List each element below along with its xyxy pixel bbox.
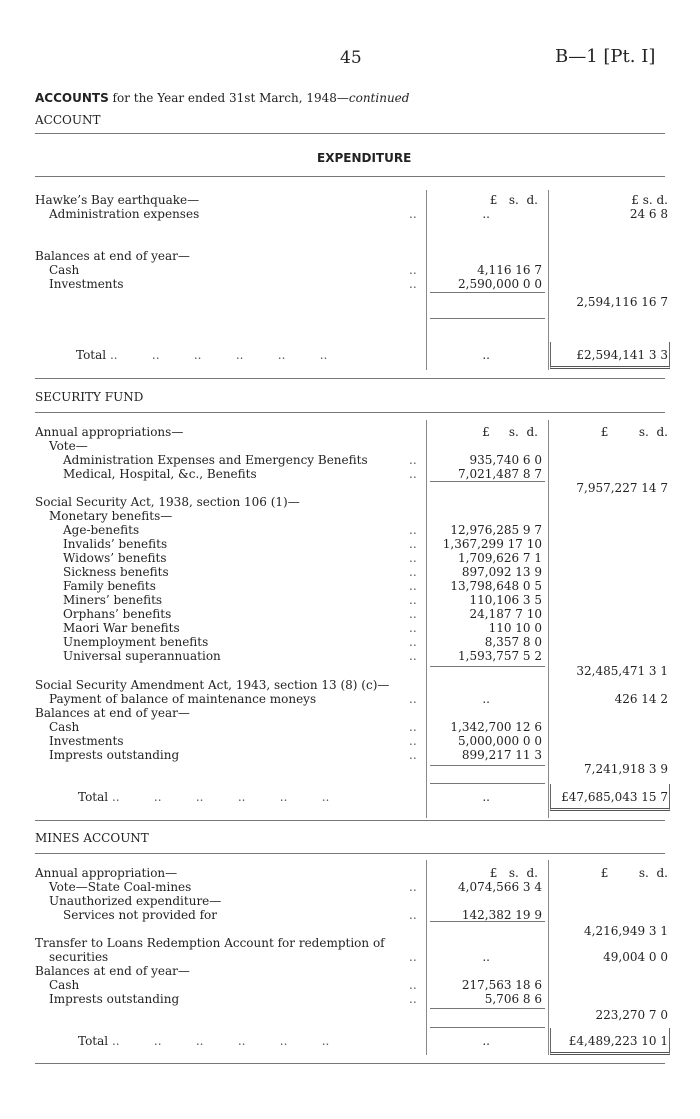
leader-dots: .. (409, 565, 417, 579)
currency-head-outer: £ s. d. (600, 425, 668, 439)
grand-total: £2,594,141 3 3 (576, 348, 668, 362)
line-item-label: Hawke’s Bay earthquake— (35, 193, 200, 207)
grand-total: £47,685,043 15 7 (561, 790, 668, 804)
line-item-label: Social Security Act, 1938, section 106 (1)— (35, 495, 300, 509)
total-label: Total .. .. .. .. .. .. (78, 1034, 330, 1048)
leader-dots: .. (409, 551, 417, 565)
line-item-label: Cash (49, 978, 80, 992)
line-item-label: Administration Expenses and Emergency Benefits (63, 453, 368, 467)
total-inner: .. (482, 348, 490, 362)
line-item-label: Investments (49, 277, 124, 291)
line-item-label: Maori War benefits (63, 621, 180, 635)
subtotal-rule (430, 481, 545, 482)
line-item-label: Services not provided for (63, 908, 218, 922)
subtotal-vote: 7,957,227 14 7 (576, 481, 668, 495)
line-item-label: Balances at end of year— (35, 249, 190, 263)
line-item-amount: 5,000,000 0 0 (458, 734, 542, 748)
rule (430, 318, 545, 319)
leader-dots: .. (409, 880, 417, 894)
total-label: Total .. .. .. .. .. .. (78, 790, 330, 804)
leader-dots: .. (409, 734, 417, 748)
accounts-heading (35, 91, 409, 105)
leader-dots: .. (409, 720, 417, 734)
line-item-amount: .. (482, 950, 490, 964)
currency-head-inner: £ s. d. (482, 425, 538, 439)
accounts-bold: ACCOUNTS (35, 91, 109, 105)
line-item-label: Sickness benefits (63, 565, 169, 579)
rule (35, 1063, 665, 1064)
line-item-amount: 897,092 13 9 (461, 565, 542, 579)
line-item-amount: .. (482, 207, 490, 221)
line-item-label: Monetary benefits— (49, 509, 173, 523)
subtotal-value: 2,594,116 16 7 (576, 295, 668, 309)
column-divider (426, 420, 427, 818)
line-item-label: Payment of balance of maintenance moneys (49, 692, 317, 706)
line-item-label: securities (49, 950, 109, 964)
line-item-label: Orphans’ benefits (63, 607, 172, 621)
line-item-amount: 7,021,487 8 7 (458, 467, 542, 481)
column-divider (548, 190, 549, 370)
line-item-amount: 1,593,757 5 2 (458, 649, 542, 663)
leader-dots: .. (409, 950, 417, 964)
line-item-amount: 110 10 0 (488, 621, 542, 635)
line-item-label: Imprests outstanding (49, 748, 180, 762)
column-divider (548, 860, 549, 1055)
line-item-label: Unemployment benefits (63, 635, 209, 649)
leader-dots: .. (409, 621, 417, 635)
leader-dots: .. (409, 992, 417, 1006)
currency-head-inner: £ s. d. (489, 866, 538, 880)
subtotal-balances: 7,241,918 3 9 (584, 762, 668, 776)
line-item-label: Invalids’ benefits (63, 537, 168, 551)
column-divider (426, 860, 427, 1055)
currency-head-outer: £ s. d. (631, 193, 668, 207)
rule (35, 133, 665, 134)
currency-head-outer: £ s. d. (600, 866, 668, 880)
line-item-label: Cash (49, 263, 80, 277)
line-item-label: Balances at end of year— (35, 964, 190, 978)
line-item-total: 49,004 0 0 (603, 950, 668, 964)
leader-dots: .. (409, 607, 417, 621)
subtotal-balances: 223,270 7 0 (595, 1008, 668, 1022)
rule (35, 853, 665, 854)
line-item-amount: 935,740 6 0 (469, 453, 542, 467)
subtotal-rule (430, 1008, 545, 1009)
line-item-total: 24 6 8 (629, 207, 668, 221)
line-item-label: Medical, Hospital, &c., Benefits (63, 467, 257, 481)
line-item-label: Investments (49, 734, 124, 748)
line-item-amount: 4,116 16 7 (477, 263, 542, 277)
rule (430, 783, 545, 784)
column-divider (548, 420, 549, 818)
leader-dots: .. (409, 635, 417, 649)
subtotal-rule (430, 292, 545, 293)
leader-dots: .. (409, 467, 417, 481)
continued-label: continued (348, 91, 410, 105)
leader-dots: .. (409, 908, 417, 922)
leader-dots: .. (409, 207, 417, 221)
expenditure-heading: EXPENDITURE (317, 151, 412, 165)
rule (35, 378, 665, 379)
line-item-amount: 12,976,285 9 7 (450, 523, 542, 537)
line-item-amount: 110,106 3 5 (469, 593, 542, 607)
line-item-label: Annual appropriations— (35, 425, 184, 439)
leader-dots: .. (409, 579, 417, 593)
line-item-label: Transfer to Loans Redemption Account for redemption of (35, 936, 385, 950)
line-item-amount: 8,357 8 0 (484, 635, 542, 649)
column-divider (426, 190, 427, 370)
subtotal-vote: 4,216,949 3 1 (584, 924, 668, 938)
part-reference: B—1 [Pt. I] (555, 46, 656, 67)
line-item-label: Cash (49, 720, 80, 734)
line-item-amount: 899,217 11 3 (461, 748, 542, 762)
leader-dots: .. (409, 649, 417, 663)
line-item-label: Family benefits (63, 579, 156, 593)
rule (35, 176, 665, 177)
grand-total: £4,489,223 10 1 (568, 1034, 668, 1048)
line-item-amount: 13,798,648 0 5 (450, 579, 542, 593)
account-label: ACCOUNT (35, 113, 101, 127)
subtotal-rule (430, 765, 545, 766)
leader-dots: .. (409, 593, 417, 607)
rule (35, 412, 665, 413)
total-label: Total .. .. .. .. .. .. (76, 348, 328, 362)
line-item-label: Annual appropriation— (35, 866, 178, 880)
leader-dots: .. (409, 978, 417, 992)
leader-dots: .. (409, 263, 417, 277)
line-item-label: Universal superannuation (63, 649, 221, 663)
subtotal-benefits: 32,485,471 3 1 (576, 664, 668, 678)
line-item-amount: 2,590,000 0 0 (458, 277, 542, 291)
rule (35, 820, 665, 821)
page-number: 45 (340, 48, 362, 68)
line-item-label: Vote— (49, 439, 88, 453)
total-inner: .. (482, 790, 490, 804)
currency-head-inner: £ s. d. (489, 193, 538, 207)
section-title: SECURITY FUND (35, 390, 144, 404)
line-item-amount: 1,367,299 17 10 (442, 537, 542, 551)
line-item-amount: 5,706 8 6 (484, 992, 542, 1006)
leader-dots: .. (409, 453, 417, 467)
line-item-label: Balances at end of year— (35, 706, 190, 720)
line-item-amount: 1,709,626 7 1 (458, 551, 542, 565)
line-item-amount: 4,074,566 3 4 (458, 880, 542, 894)
line-item-amount: 217,563 18 6 (461, 978, 542, 992)
leader-dots: .. (409, 692, 417, 706)
line-item-label: Unauthorized expenditure— (49, 894, 222, 908)
line-item-label: Miners’ benefits (63, 593, 163, 607)
line-item-label: Social Security Amendment Act, 1943, section 13 (8) (c)— (35, 678, 390, 692)
section-title: MINES ACCOUNT (35, 831, 149, 845)
rule (430, 1027, 545, 1028)
line-item-label: Administration expenses (49, 207, 200, 221)
line-item-amount: .. (482, 692, 490, 706)
line-item-label: Vote—State Coal-mines (49, 880, 192, 894)
total-inner: .. (482, 1034, 490, 1048)
line-item-label: Widows’ benefits (63, 551, 167, 565)
leader-dots: .. (409, 277, 417, 291)
line-item-amount: 1,342,700 12 6 (450, 720, 542, 734)
subtotal-rule (430, 921, 545, 922)
subtotal-rule (430, 666, 545, 667)
leader-dots: .. (409, 537, 417, 551)
line-item-amount: 142,382 19 9 (461, 908, 542, 922)
accounts-title: for the Year ended 31st March, 1948— (108, 91, 349, 105)
line-item-label: Age-benefits (63, 523, 140, 537)
line-item-amount: 24,187 7 10 (469, 607, 542, 621)
line-item-label: Imprests outstanding (49, 992, 180, 1006)
leader-dots: .. (409, 748, 417, 762)
leader-dots: .. (409, 523, 417, 537)
line-item-total: 426 14 2 (614, 692, 668, 706)
